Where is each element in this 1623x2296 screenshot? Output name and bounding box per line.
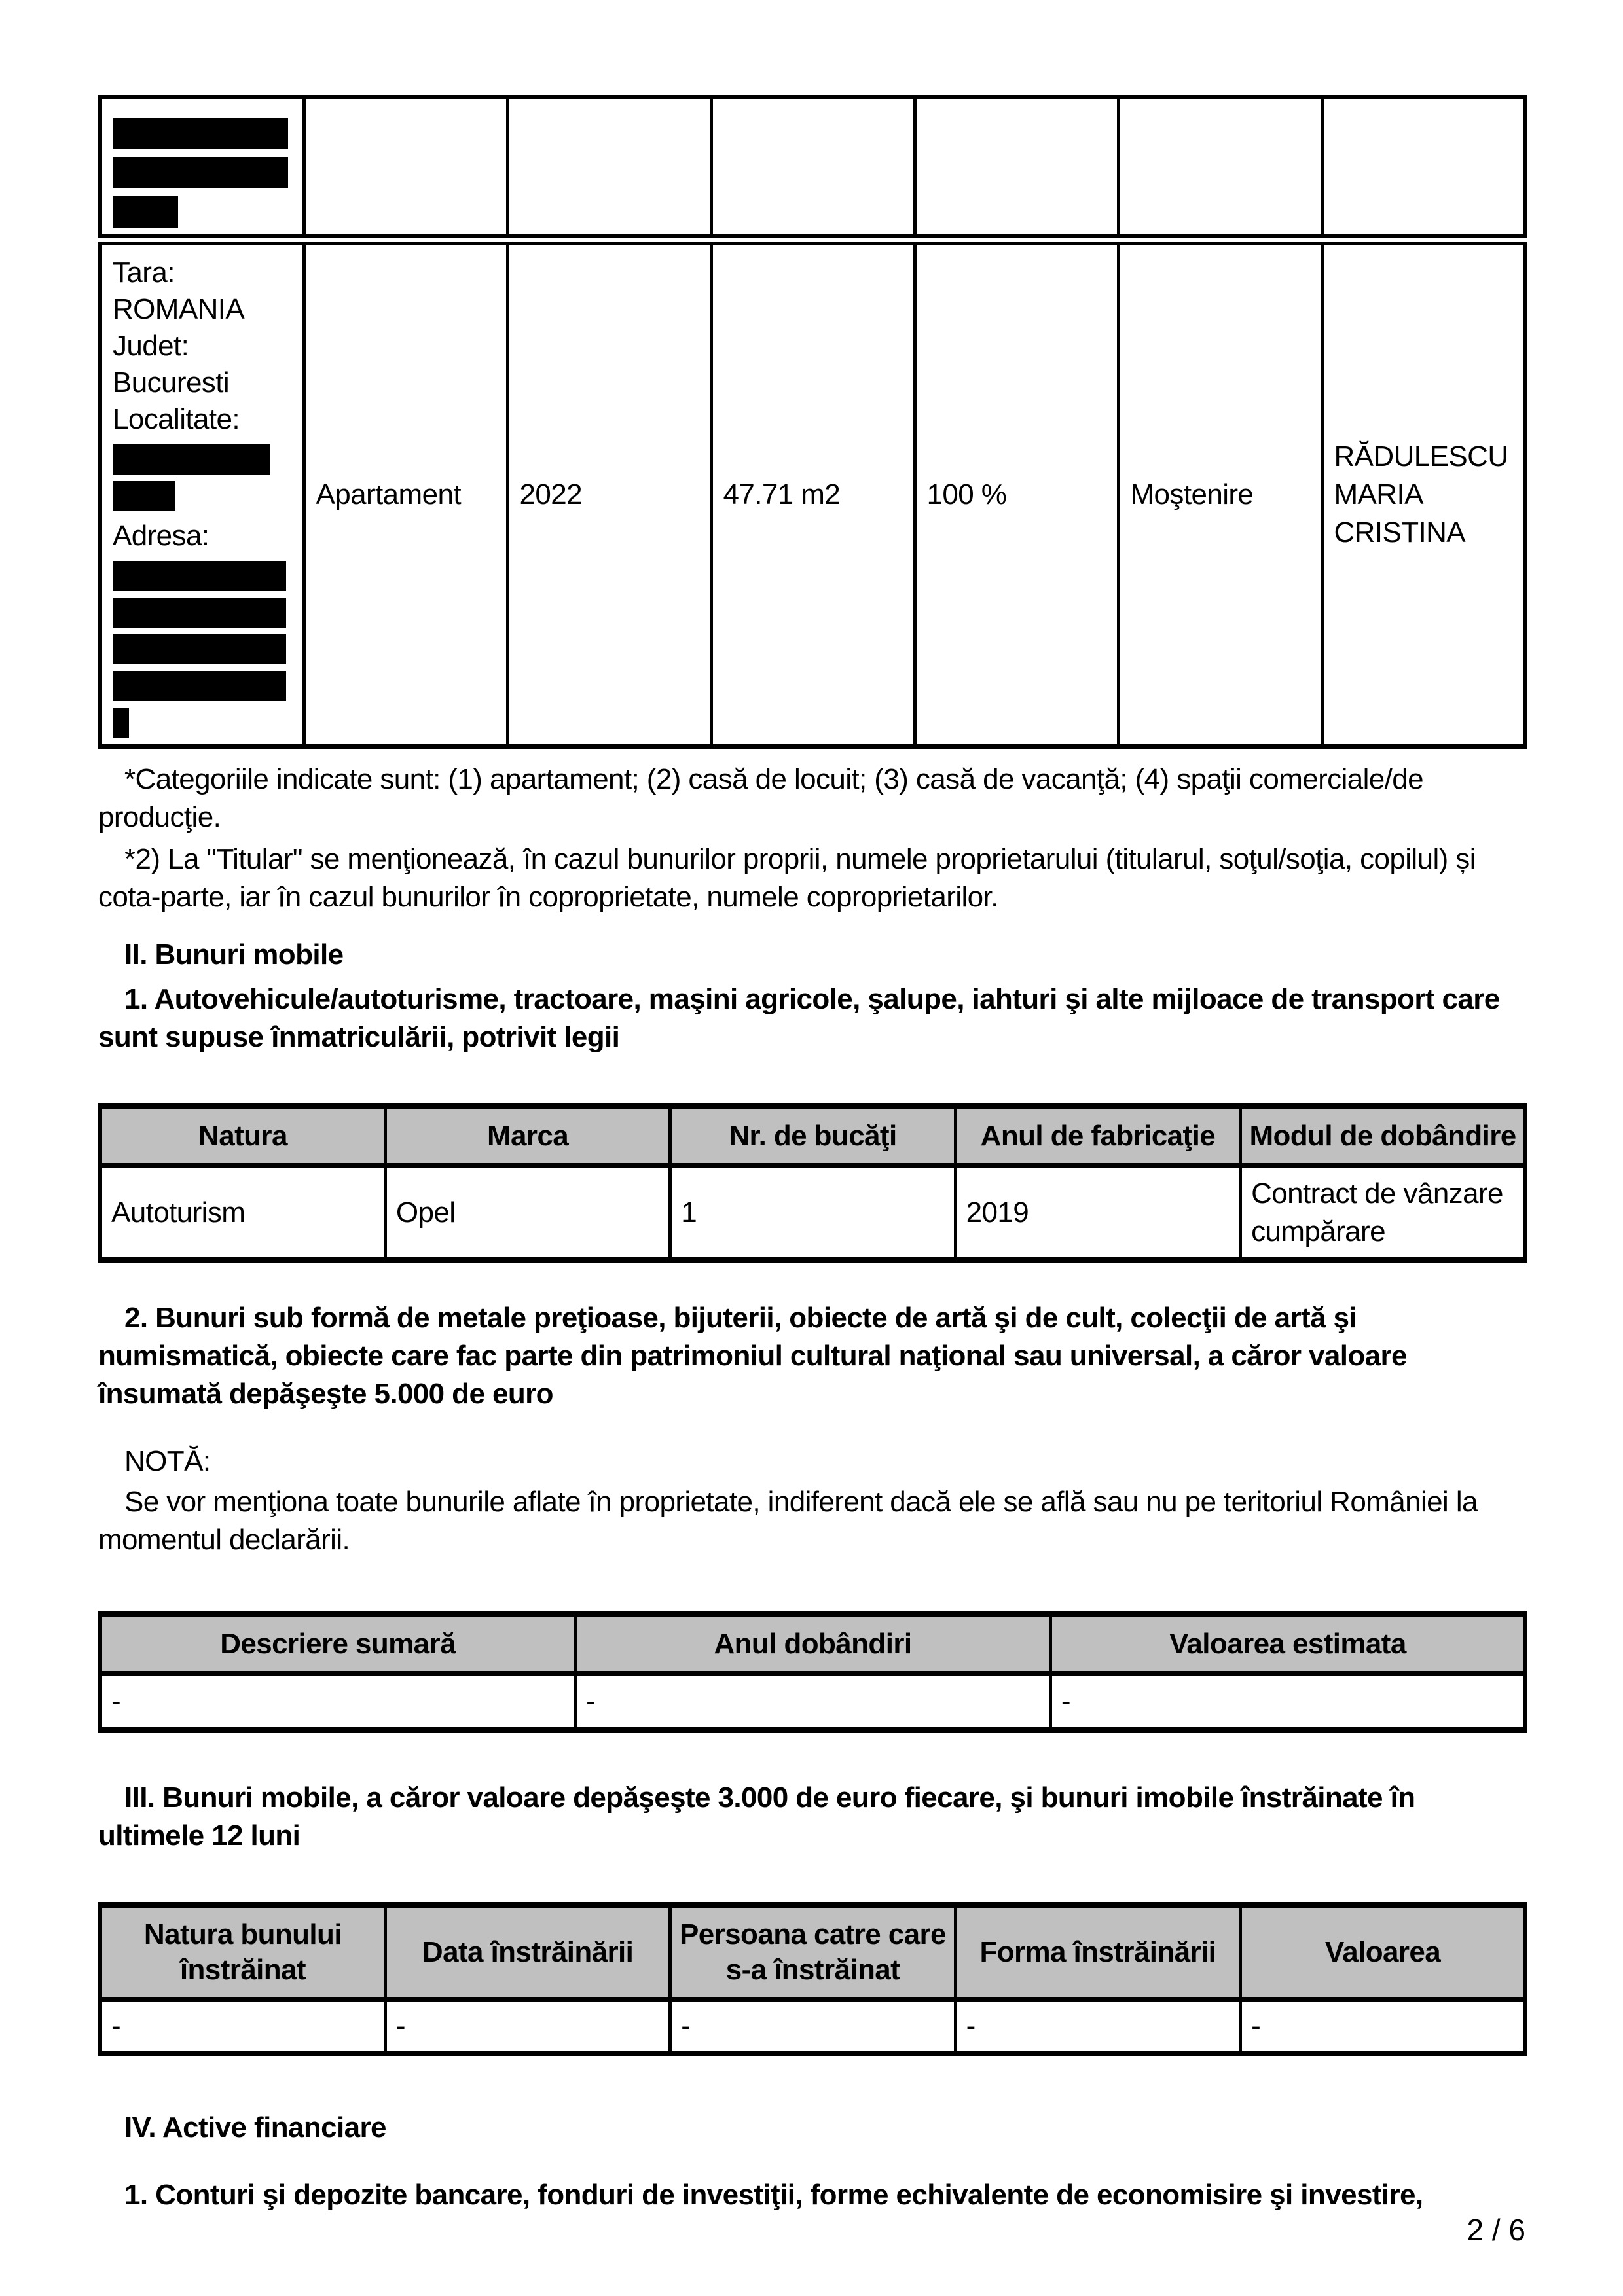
redacted-bar	[113, 481, 175, 511]
column-header: Valoarea estimata	[1050, 1615, 1525, 1674]
footnote-titular: *2) La "Titular" se menţionează, în cazul bunurilor proprii, numele proprietarului (titularul, soţul/soţia, copilul) și cota-parte, iar în cazul bunurilor în coproprietate, numele coproprietarilor.	[98, 843, 1476, 913]
share-cell: 100 %	[915, 243, 1118, 747]
column-header: Anul de fabricaţie	[955, 1107, 1240, 1166]
note-label: NOTĂ:	[124, 1445, 211, 1477]
owner-cell: RĂDULESCU MARIA CRISTINA	[1322, 243, 1525, 747]
data-instrainarii-cell: -	[385, 2000, 670, 2054]
alienated-goods-table	[98, 1902, 1527, 2056]
column-header: Persoana catre care s-a înstrăinat	[670, 1905, 955, 2000]
bucati-cell: 1	[670, 1166, 955, 1261]
locality-label: Localitate:	[113, 403, 240, 435]
property-table	[98, 242, 1527, 749]
column-header: Natura	[100, 1107, 385, 1166]
section-ii-title: II. Bunuri mobile	[124, 939, 344, 971]
column-header: Marca	[385, 1107, 670, 1166]
table-row	[100, 2000, 1525, 2054]
table-row	[100, 98, 1525, 237]
valoare-cell: -	[1050, 1674, 1525, 1731]
vehicles-table	[98, 1103, 1527, 1263]
empty-cell	[915, 98, 1118, 237]
redacted-bar	[113, 634, 286, 664]
persoana-cell: -	[670, 2000, 955, 2054]
section-iv-item1-title: 1. Conturi şi depozite bancare, fonduri de investiţii, forme echivalente de economisire şi investire,	[124, 2179, 1423, 2211]
table-row	[100, 1166, 1525, 1261]
property-table-continuation	[98, 95, 1527, 238]
mod-dobandire-cell: Contract de vânzare cumpărare	[1241, 1166, 1525, 1261]
empty-cell	[711, 98, 915, 237]
address-cell-redacted	[100, 98, 304, 237]
address-cell	[100, 243, 304, 747]
redacted-bar	[113, 196, 178, 228]
column-header: Nr. de bucăţi	[670, 1107, 955, 1166]
forma-cell: -	[955, 2000, 1240, 2054]
section-ii-item2-title: 2. Bunuri sub formă de metale preţioase, bijuterii, obiecte de artă şi de cult, colecţii de artă şi numismatică, obiecte care fac parte din patrimoniul cultural naţional sau universal, a căror valoare însumată depăşeşte 5.000 de euro	[98, 1302, 1407, 1410]
redacted-bar	[113, 598, 286, 628]
an-fabricatie-cell: 2019	[955, 1166, 1240, 1261]
acquisition-mode-cell: Moştenire	[1118, 243, 1322, 747]
column-header: Valoarea	[1241, 1905, 1525, 2000]
column-header: Modul de dobândire	[1241, 1107, 1525, 1166]
footnote-categories: *Categoriile indicate sunt: (1) apartament; (2) casă de locuit; (3) casă de vacanţă; (4) spaţii comerciale/de producţie.	[98, 763, 1424, 833]
natura-bun-cell: -	[100, 2000, 385, 2054]
table-header-row	[100, 1615, 1525, 1674]
empty-cell	[304, 98, 507, 237]
empty-cell	[1322, 98, 1525, 237]
empty-cell	[1118, 98, 1322, 237]
empty-cell	[507, 98, 711, 237]
valuables-table	[98, 1611, 1527, 1733]
year-cell: 2022	[507, 243, 711, 747]
marca-cell: Opel	[385, 1166, 670, 1261]
column-header: Descriere sumară	[100, 1615, 575, 1674]
natura-cell: Autoturism	[100, 1166, 385, 1261]
page-number: 2 / 6	[1467, 2213, 1525, 2247]
country-label: Tara:	[113, 257, 175, 289]
address-label: Adresa:	[113, 520, 210, 552]
redacted-bar	[113, 708, 129, 738]
section-iv-title: IV. Active financiare	[124, 2111, 386, 2144]
redacted-bar	[113, 444, 270, 475]
section-ii-item1-title: 1. Autovehicule/autoturisme, tractoare, maşini agricole, şalupe, iahturi şi alte mijloace de transport care sunt supuse înmatriculării, potrivit legii	[98, 983, 1500, 1053]
country-value: ROMANIA	[113, 293, 245, 325]
descriere-cell: -	[100, 1674, 575, 1731]
redacted-bar	[113, 118, 288, 149]
table-row	[100, 243, 1525, 747]
county-label: Judet:	[113, 330, 189, 362]
section-iii-title: III. Bunuri mobile, a căror valoare depăşeşte 3.000 de euro fiecare, şi bunuri imobile înstrăinate în ultimele 12 luni	[98, 1782, 1415, 1852]
column-header: Natura bunului înstrăinat	[100, 1905, 385, 2000]
area-cell: 47.71 m2	[711, 243, 915, 747]
an-dobandire-cell: -	[575, 1674, 1051, 1731]
table-row	[100, 1674, 1525, 1731]
table-header-row	[100, 1905, 1525, 2000]
column-header: Data înstrăinării	[385, 1905, 670, 2000]
redacted-bar	[113, 157, 288, 188]
column-header: Forma înstrăinării	[955, 1905, 1240, 2000]
redacted-bar	[113, 561, 286, 591]
county-value: Bucuresti	[113, 367, 230, 399]
valoarea-cell: -	[1241, 2000, 1525, 2054]
column-header: Anul dobândiri	[575, 1615, 1051, 1674]
redacted-bar	[113, 671, 286, 701]
table-header-row	[100, 1107, 1525, 1166]
note-text: Se vor menţiona toate bunurile aflate în proprietate, indiferent dacă ele se află sau nu pe teritoriul României la momentul declarării.	[98, 1486, 1478, 1556]
category-cell: Apartament	[304, 243, 507, 747]
